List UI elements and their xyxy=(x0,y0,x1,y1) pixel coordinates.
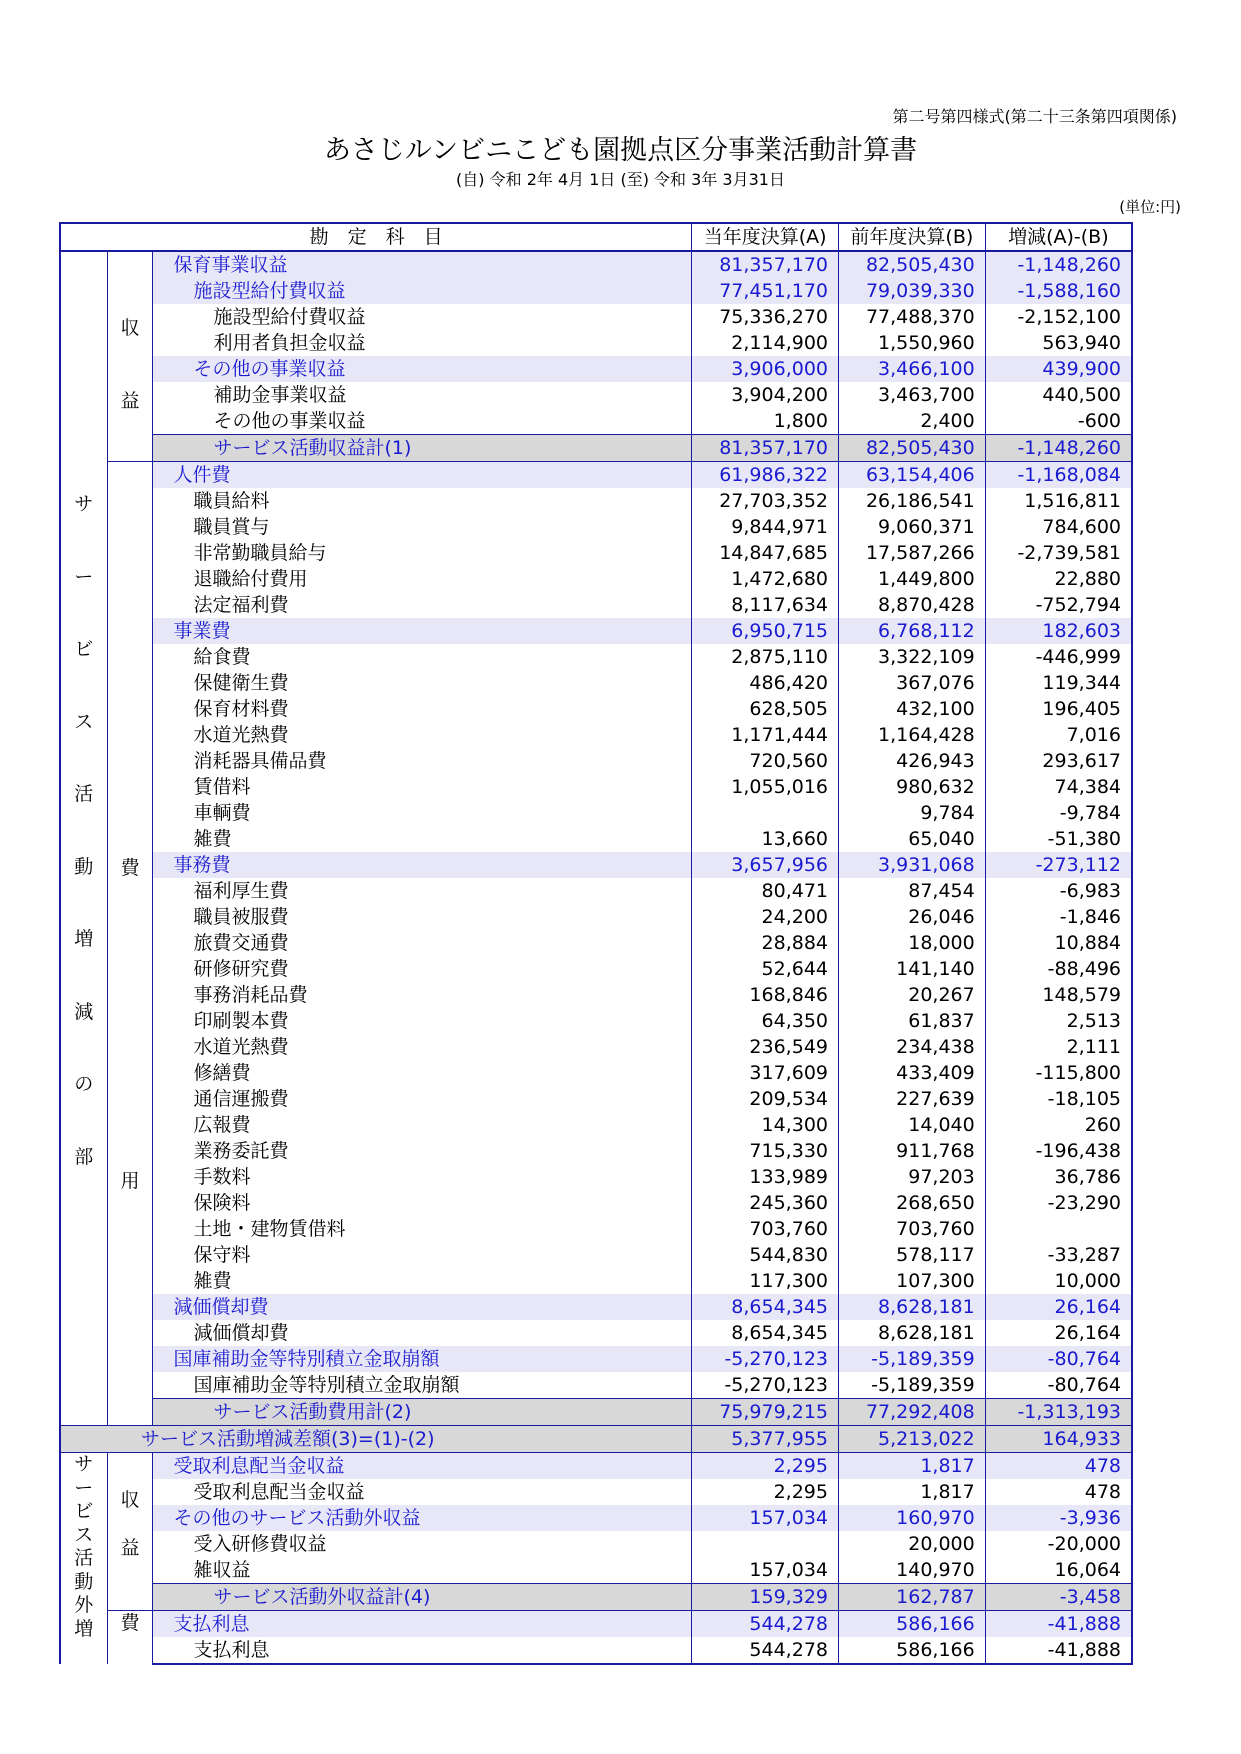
current-year-value: 1,472,680 xyxy=(692,566,839,592)
previous-year-value: -5,189,359 xyxy=(839,1372,986,1399)
table-row xyxy=(60,1242,1132,1268)
current-year-value: 6,950,715 xyxy=(692,618,839,644)
previous-year-value: 79,039,330 xyxy=(839,278,986,304)
page-title: あさじルンビニこども園拠点区分事業活動計算書 xyxy=(323,135,918,166)
difference-value: 119,344 xyxy=(985,670,1132,696)
difference-value: 440,500 xyxy=(985,382,1132,408)
row-label: 受取利息配当金収益 xyxy=(153,1479,692,1505)
previous-year-value: 77,292,408 xyxy=(839,1399,986,1426)
row-label: 受入研修費収益 xyxy=(153,1531,692,1557)
row-label: 保育事業収益 xyxy=(153,251,692,278)
previous-year-value: 140,970 xyxy=(839,1557,986,1584)
current-year-value xyxy=(692,1531,839,1557)
row-label: 国庫補助金等特別積立金取崩額 xyxy=(153,1372,692,1399)
current-year-value: 2,295 xyxy=(692,1453,839,1480)
current-year-value: 52,644 xyxy=(692,956,839,982)
current-year-value: 1,055,016 xyxy=(692,774,839,800)
previous-year-value: 141,140 xyxy=(839,956,986,982)
current-year-value: 1,171,444 xyxy=(692,722,839,748)
table-row xyxy=(60,748,1132,774)
difference-value: 293,617 xyxy=(985,748,1132,774)
current-year-value: 64,350 xyxy=(692,1008,839,1034)
table-row xyxy=(60,1216,1132,1242)
row-label: 支払利息 xyxy=(153,1611,692,1638)
row-label: その他の事業収益 xyxy=(153,408,692,435)
previous-year-value: 20,267 xyxy=(839,982,986,1008)
difference-value: -446,999 xyxy=(985,644,1132,670)
table-row xyxy=(60,356,1132,382)
table-row xyxy=(60,956,1132,982)
row-label: 給食費 xyxy=(153,644,692,670)
current-year-value: 628,505 xyxy=(692,696,839,722)
table-row xyxy=(60,1086,1132,1112)
previous-year-value: 1,817 xyxy=(839,1453,986,1480)
table-row xyxy=(60,1346,1132,1372)
row-label: 保健衛生費 xyxy=(153,670,692,696)
difference-value: -20,000 xyxy=(985,1531,1132,1557)
previous-year-value: 26,046 xyxy=(839,904,986,930)
current-year-value: 81,357,170 xyxy=(692,435,839,462)
difference-value: 563,940 xyxy=(985,330,1132,356)
row-label: 水道光熱費 xyxy=(153,722,692,748)
current-year-value: 236,549 xyxy=(692,1034,839,1060)
previous-year-value: 8,628,181 xyxy=(839,1294,986,1320)
row-label: 雑収益 xyxy=(153,1557,692,1584)
table-row xyxy=(60,1008,1132,1034)
previous-year-value: 234,438 xyxy=(839,1034,986,1060)
service-section-text: サービス活動増減の部 xyxy=(74,493,94,1168)
table-row xyxy=(60,304,1132,330)
previous-year-value: 8,870,428 xyxy=(839,592,986,618)
difference-value: -51,380 xyxy=(985,826,1132,852)
difference-value: -33,287 xyxy=(985,1242,1132,1268)
difference-value: 196,405 xyxy=(985,696,1132,722)
difference-value: -196,438 xyxy=(985,1138,1132,1164)
previous-year-value: 20,000 xyxy=(839,1531,986,1557)
nonservice-expense-label xyxy=(107,1611,153,1665)
table-row xyxy=(60,1268,1132,1294)
row-label: その他のサービス活動外収益 xyxy=(153,1505,692,1531)
previous-year-value: 160,970 xyxy=(839,1505,986,1531)
previous-year-value: 433,409 xyxy=(839,1060,986,1086)
report-period: (自) 令和 2年 4月 1日 (至) 令和 3年 3月31日 xyxy=(456,170,785,189)
row-label: 支払利息 xyxy=(153,1637,692,1664)
previous-year-value: 3,322,109 xyxy=(839,644,986,670)
difference-value: -1,846 xyxy=(985,904,1132,930)
table-row xyxy=(60,1479,1132,1505)
table-row xyxy=(60,1637,1132,1664)
difference-value: -273,112 xyxy=(985,852,1132,878)
current-year-value: 720,560 xyxy=(692,748,839,774)
previous-year-value: 107,300 xyxy=(839,1268,986,1294)
previous-year-value: 82,505,430 xyxy=(839,435,986,462)
difference-value: 7,016 xyxy=(985,722,1132,748)
row-label: サービス活動外収益計(4) xyxy=(153,1584,692,1611)
current-year-value: 544,830 xyxy=(692,1242,839,1268)
nonservice-section-text: サービス活動外増 xyxy=(74,1453,94,1640)
form-reference: 第二号第四様式(第二十三条第四項関係) xyxy=(892,107,1177,126)
table-row xyxy=(60,852,1132,878)
row-label: 車輌費 xyxy=(153,800,692,826)
table-row xyxy=(60,592,1132,618)
table-row xyxy=(60,1112,1132,1138)
current-year-value: 3,904,200 xyxy=(692,382,839,408)
row-label: 旅費交通費 xyxy=(153,930,692,956)
difference-value: -115,800 xyxy=(985,1060,1132,1086)
table-row xyxy=(60,800,1132,826)
table-row xyxy=(60,930,1132,956)
difference-value: 22,880 xyxy=(985,566,1132,592)
row-label: 人件費 xyxy=(153,462,692,489)
difference-value: 182,603 xyxy=(985,618,1132,644)
income-label xyxy=(107,251,153,462)
table-row xyxy=(60,1557,1132,1584)
previous-year-value: 1,449,800 xyxy=(839,566,986,592)
difference-value: -41,888 xyxy=(985,1637,1132,1664)
table-row xyxy=(60,722,1132,748)
row-label: 賃借料 xyxy=(153,774,692,800)
row-label: 保険料 xyxy=(153,1190,692,1216)
current-year-value: 133,989 xyxy=(692,1164,839,1190)
expense-label-text: 費用 xyxy=(120,857,140,1192)
row-label: 施設型給付費収益 xyxy=(153,278,692,304)
table-row xyxy=(60,670,1132,696)
difference-value: 10,000 xyxy=(985,1268,1132,1294)
difference-value: -88,496 xyxy=(985,956,1132,982)
table-row xyxy=(60,1164,1132,1190)
table-row xyxy=(60,278,1132,304)
nonservice-expense-label-text: 費 xyxy=(120,1612,140,1634)
current-year-value: 9,844,971 xyxy=(692,514,839,540)
table-row xyxy=(60,382,1132,408)
difference-value: -3,458 xyxy=(985,1584,1132,1611)
row-label: サービス活動増減差額(3)=(1)-(2) xyxy=(60,1426,692,1453)
previous-year-value: 586,166 xyxy=(839,1637,986,1664)
row-label: 受取利息配当金収益 xyxy=(153,1453,692,1480)
current-year-value: 77,451,170 xyxy=(692,278,839,304)
previous-year-value: 6,768,112 xyxy=(839,618,986,644)
current-year-value: 13,660 xyxy=(692,826,839,852)
previous-year-value: 9,784 xyxy=(839,800,986,826)
difference-value: -80,764 xyxy=(985,1346,1132,1372)
header-row xyxy=(60,223,1132,251)
difference-value: -1,148,260 xyxy=(985,435,1132,462)
table-row xyxy=(60,1505,1132,1531)
row-label: 手数料 xyxy=(153,1164,692,1190)
table-row xyxy=(60,462,1132,489)
income-label-text: 収益 xyxy=(120,317,140,412)
row-label: 事業費 xyxy=(153,618,692,644)
current-year-value: 317,609 xyxy=(692,1060,839,1086)
previous-year-header: 前年度決算(B) xyxy=(839,223,986,251)
table-row xyxy=(60,1060,1132,1086)
service-section-label xyxy=(60,251,107,1426)
table-row xyxy=(60,514,1132,540)
difference-value: -2,152,100 xyxy=(985,304,1132,330)
previous-year-value: 77,488,370 xyxy=(839,304,986,330)
table-row xyxy=(60,1399,1132,1426)
table-row xyxy=(60,982,1132,1008)
difference-value: -2,739,581 xyxy=(985,540,1132,566)
difference-value: 26,164 xyxy=(985,1294,1132,1320)
row-label: その他の事業収益 xyxy=(153,356,692,382)
current-year-value: 544,278 xyxy=(692,1611,839,1638)
current-year-value: 5,377,955 xyxy=(692,1426,839,1453)
current-year-value: 8,117,634 xyxy=(692,592,839,618)
current-year-value: 703,760 xyxy=(692,1216,839,1242)
previous-year-value: 703,760 xyxy=(839,1216,986,1242)
row-label: 職員被服費 xyxy=(153,904,692,930)
current-year-value: 75,336,270 xyxy=(692,304,839,330)
current-year-value: 117,300 xyxy=(692,1268,839,1294)
difference-value: -1,168,084 xyxy=(985,462,1132,489)
current-year-value: 14,300 xyxy=(692,1112,839,1138)
row-label: 印刷製本費 xyxy=(153,1008,692,1034)
difference-value: -600 xyxy=(985,408,1132,435)
table-row xyxy=(60,1611,1132,1638)
current-year-value: -5,270,123 xyxy=(692,1372,839,1399)
previous-year-value: 1,817 xyxy=(839,1479,986,1505)
current-year-value: 14,847,685 xyxy=(692,540,839,566)
row-label: 国庫補助金等特別積立金取崩額 xyxy=(153,1346,692,1372)
row-label: サービス活動収益計(1) xyxy=(153,435,692,462)
difference-value: -6,983 xyxy=(985,878,1132,904)
current-year-value: 157,034 xyxy=(692,1557,839,1584)
previous-year-value: 63,154,406 xyxy=(839,462,986,489)
difference-value: 478 xyxy=(985,1479,1132,1505)
difference-value: 478 xyxy=(985,1453,1132,1480)
table-row xyxy=(60,878,1132,904)
table-row xyxy=(60,904,1132,930)
table-row xyxy=(60,435,1132,462)
currency-unit: (単位:円) xyxy=(1119,198,1181,216)
row-label: 保育材料費 xyxy=(153,696,692,722)
row-label: 退職給付費用 xyxy=(153,566,692,592)
previous-year-value: 61,837 xyxy=(839,1008,986,1034)
table-row xyxy=(60,1294,1132,1320)
difference-value: -3,936 xyxy=(985,1505,1132,1531)
table-row xyxy=(60,1138,1132,1164)
previous-year-value: 911,768 xyxy=(839,1138,986,1164)
difference-value: -1,313,193 xyxy=(985,1399,1132,1426)
previous-year-value: 367,076 xyxy=(839,670,986,696)
table-row xyxy=(60,1320,1132,1346)
difference-value: -80,764 xyxy=(985,1372,1132,1399)
difference-value: 148,579 xyxy=(985,982,1132,1008)
row-label: サービス活動費用計(2) xyxy=(153,1399,692,1426)
account-column-header: 勘 定 科 目 xyxy=(60,223,692,251)
current-year-value: 24,200 xyxy=(692,904,839,930)
current-year-value: 2,114,900 xyxy=(692,330,839,356)
previous-year-value: 14,040 xyxy=(839,1112,986,1138)
expense-label xyxy=(107,462,153,1426)
current-year-header: 当年度決算(A) xyxy=(692,223,839,251)
table-row xyxy=(60,1584,1132,1611)
table-row xyxy=(60,488,1132,514)
difference-value: -18,105 xyxy=(985,1086,1132,1112)
previous-year-value: 1,550,960 xyxy=(839,330,986,356)
row-label: 施設型給付費収益 xyxy=(153,304,692,330)
table-row xyxy=(60,1034,1132,1060)
difference-header: 増減(A)-(B) xyxy=(985,223,1132,251)
current-year-value: 1,800 xyxy=(692,408,839,435)
table-row xyxy=(60,566,1132,592)
current-year-value: 486,420 xyxy=(692,670,839,696)
current-year-value: 544,278 xyxy=(692,1637,839,1664)
nonservice-section-label xyxy=(60,1453,107,1665)
table-row xyxy=(60,1372,1132,1399)
previous-year-value: 3,463,700 xyxy=(839,382,986,408)
previous-year-value: 97,203 xyxy=(839,1164,986,1190)
current-year-value: 8,654,345 xyxy=(692,1320,839,1346)
difference-value: 439,900 xyxy=(985,356,1132,382)
previous-year-value: 432,100 xyxy=(839,696,986,722)
difference-value: 260 xyxy=(985,1112,1132,1138)
current-year-value: 157,034 xyxy=(692,1505,839,1531)
previous-year-value: 17,587,266 xyxy=(839,540,986,566)
previous-year-value: 8,628,181 xyxy=(839,1320,986,1346)
row-label: 補助金事業収益 xyxy=(153,382,692,408)
previous-year-value: 9,060,371 xyxy=(839,514,986,540)
previous-year-value: 586,166 xyxy=(839,1611,986,1638)
difference-value: 26,164 xyxy=(985,1320,1132,1346)
row-label: 消耗器具備品費 xyxy=(153,748,692,774)
current-year-value: 81,357,170 xyxy=(692,251,839,278)
row-label: 職員賞与 xyxy=(153,514,692,540)
current-year-value: 2,295 xyxy=(692,1479,839,1505)
row-label: 通信運搬費 xyxy=(153,1086,692,1112)
previous-year-value: 82,505,430 xyxy=(839,251,986,278)
row-label: 研修研究費 xyxy=(153,956,692,982)
previous-year-value: 26,186,541 xyxy=(839,488,986,514)
table-row xyxy=(60,330,1132,356)
row-label: 業務委託費 xyxy=(153,1138,692,1164)
current-year-value: 168,846 xyxy=(692,982,839,1008)
row-label: 非常勤職員給与 xyxy=(153,540,692,566)
difference-value: -9,784 xyxy=(985,800,1132,826)
table-row xyxy=(60,696,1132,722)
difference-value: -752,794 xyxy=(985,592,1132,618)
difference-value xyxy=(985,1216,1132,1242)
row-label: 保守料 xyxy=(153,1242,692,1268)
row-label: 雑費 xyxy=(153,1268,692,1294)
previous-year-value: 87,454 xyxy=(839,878,986,904)
current-year-value xyxy=(692,800,839,826)
difference-value: 16,064 xyxy=(985,1557,1132,1584)
current-year-value: 245,360 xyxy=(692,1190,839,1216)
previous-year-value: 3,466,100 xyxy=(839,356,986,382)
previous-year-value: 18,000 xyxy=(839,930,986,956)
difference-value: 36,786 xyxy=(985,1164,1132,1190)
current-year-value: 3,657,956 xyxy=(692,852,839,878)
row-label: 福利厚生費 xyxy=(153,878,692,904)
previous-year-value: 227,639 xyxy=(839,1086,986,1112)
previous-year-value: 162,787 xyxy=(839,1584,986,1611)
difference-value: 10,884 xyxy=(985,930,1132,956)
current-year-value: 2,875,110 xyxy=(692,644,839,670)
difference-value: 74,384 xyxy=(985,774,1132,800)
table-row xyxy=(60,1190,1132,1216)
row-label: 利用者負担金収益 xyxy=(153,330,692,356)
current-year-value: 159,329 xyxy=(692,1584,839,1611)
table-row xyxy=(60,826,1132,852)
difference-value: 2,111 xyxy=(985,1034,1132,1060)
row-label: 減価償却費 xyxy=(153,1294,692,1320)
difference-value: -1,588,160 xyxy=(985,278,1132,304)
current-year-value: -5,270,123 xyxy=(692,1346,839,1372)
nonservice-income-label-text: 収益 xyxy=(120,1489,140,1559)
table-row xyxy=(60,1531,1132,1557)
table-row xyxy=(60,618,1132,644)
row-label: 修繕費 xyxy=(153,1060,692,1086)
current-year-value: 209,534 xyxy=(692,1086,839,1112)
previous-year-value: 1,164,428 xyxy=(839,722,986,748)
current-year-value: 715,330 xyxy=(692,1138,839,1164)
row-label: 事務費 xyxy=(153,852,692,878)
previous-year-value: -5,189,359 xyxy=(839,1346,986,1372)
table-row xyxy=(60,774,1132,800)
current-year-value: 80,471 xyxy=(692,878,839,904)
table-row xyxy=(60,1453,1132,1480)
table-row xyxy=(60,644,1132,670)
table-row xyxy=(60,251,1132,278)
previous-year-value: 578,117 xyxy=(839,1242,986,1268)
difference-value: 1,516,811 xyxy=(985,488,1132,514)
difference-value: -41,888 xyxy=(985,1611,1132,1638)
row-label: 法定福利費 xyxy=(153,592,692,618)
row-label: 減価償却費 xyxy=(153,1320,692,1346)
table-row xyxy=(60,1426,1132,1453)
previous-year-value: 426,943 xyxy=(839,748,986,774)
previous-year-value: 2,400 xyxy=(839,408,986,435)
previous-year-value: 5,213,022 xyxy=(839,1426,986,1453)
difference-value: -23,290 xyxy=(985,1190,1132,1216)
previous-year-value: 980,632 xyxy=(839,774,986,800)
row-label: 雑費 xyxy=(153,826,692,852)
difference-value: 164,933 xyxy=(985,1426,1132,1453)
previous-year-value: 268,650 xyxy=(839,1190,986,1216)
difference-value: 2,513 xyxy=(985,1008,1132,1034)
table-row xyxy=(60,540,1132,566)
row-label: 事務消耗品費 xyxy=(153,982,692,1008)
current-year-value: 27,703,352 xyxy=(692,488,839,514)
current-year-value: 61,986,322 xyxy=(692,462,839,489)
nonservice-income-label xyxy=(107,1453,153,1611)
row-label: 職員給料 xyxy=(153,488,692,514)
current-year-value: 28,884 xyxy=(692,930,839,956)
row-label: 広報費 xyxy=(153,1112,692,1138)
activity-statement-table xyxy=(59,222,1133,1665)
difference-value: -1,148,260 xyxy=(985,251,1132,278)
previous-year-value: 3,931,068 xyxy=(839,852,986,878)
row-label: 水道光熱費 xyxy=(153,1034,692,1060)
current-year-value: 3,906,000 xyxy=(692,356,839,382)
current-year-value: 75,979,215 xyxy=(692,1399,839,1426)
current-year-value: 8,654,345 xyxy=(692,1294,839,1320)
difference-value: 784,600 xyxy=(985,514,1132,540)
previous-year-value: 65,040 xyxy=(839,826,986,852)
row-label: 土地・建物賃借料 xyxy=(153,1216,692,1242)
table-row xyxy=(60,408,1132,435)
